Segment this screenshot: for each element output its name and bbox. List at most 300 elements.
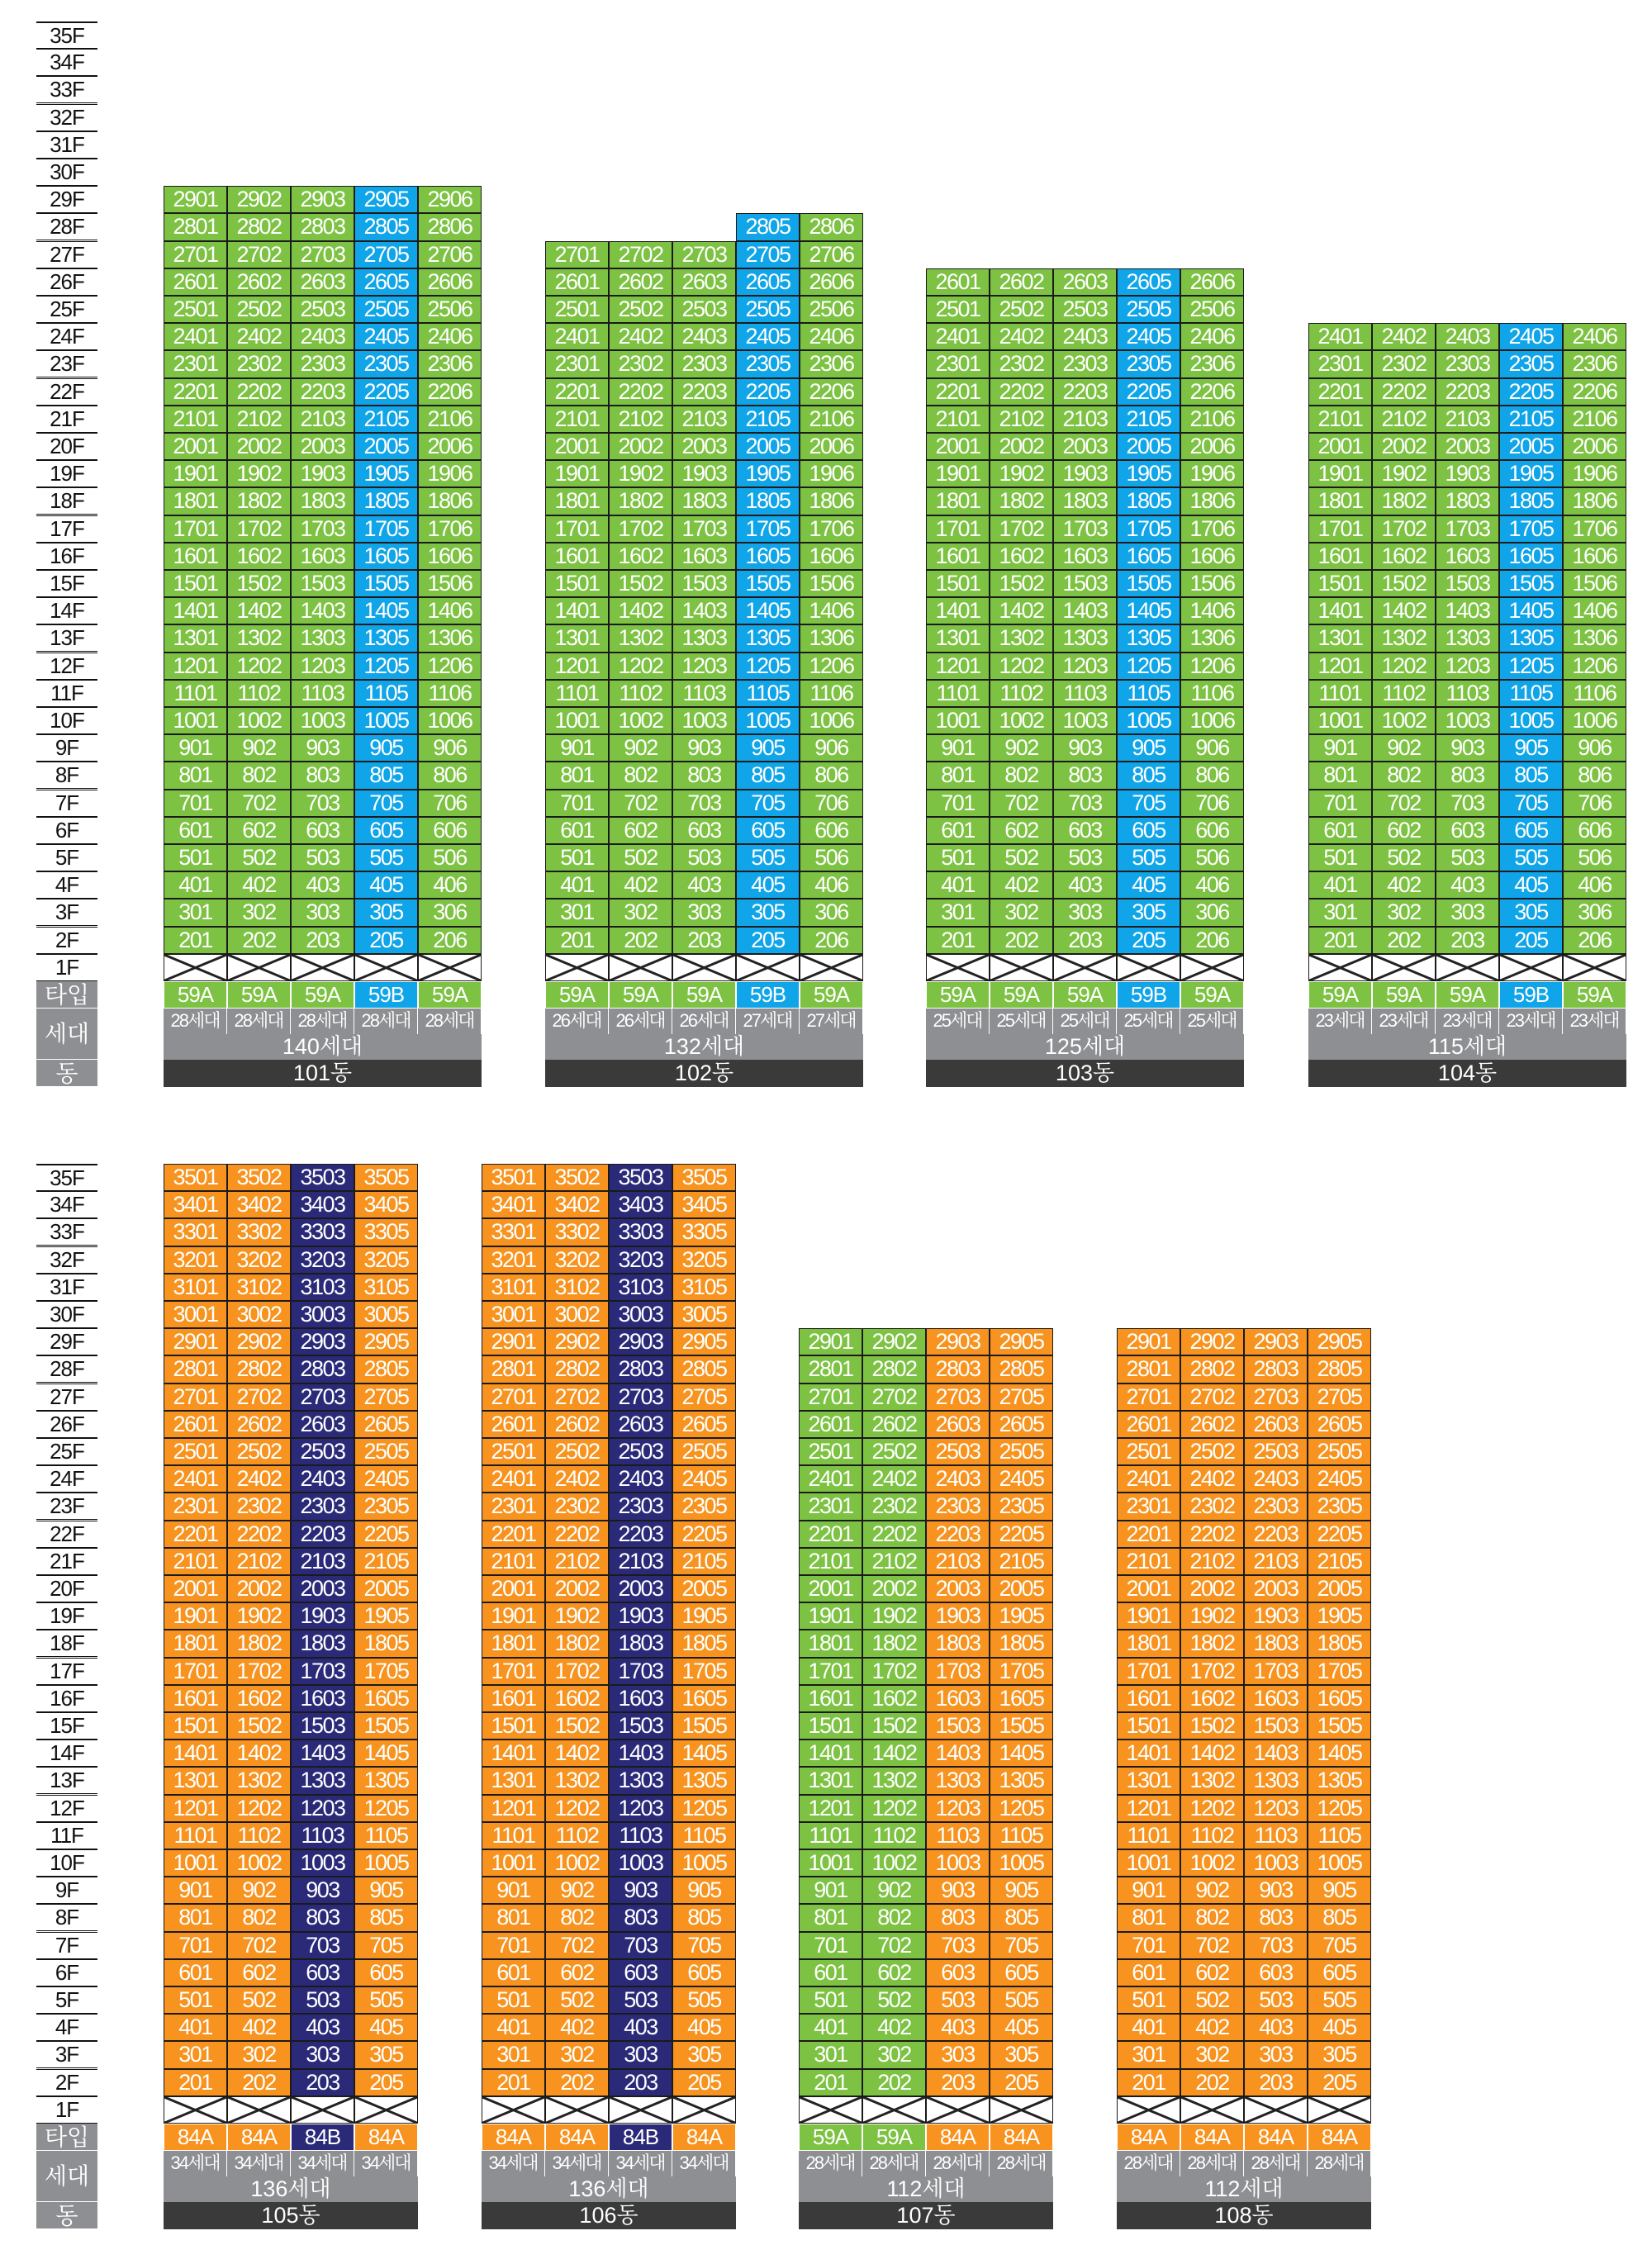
line-households-cell: 25세대 [1117,1009,1180,1034]
unit-cell: 1105 [1499,680,1563,707]
unit-cell: 1006 [800,707,863,734]
unit-cell: 2505 [1117,296,1180,323]
unit-cell: 1006 [418,707,482,734]
unit-cell: 3303 [291,1218,354,1246]
unit-cell: 701 [164,790,227,817]
floor-label: 1F [36,2096,97,2124]
unit-cell: 2002 [227,1575,291,1602]
unit-cell: 1606 [800,543,863,570]
floor-label: 16F [36,543,97,570]
unit-cell: 402 [609,871,672,899]
unit-cell: 1202 [609,653,672,680]
unit-cell: 1905 [354,460,418,487]
unit-cell: 1903 [1244,1602,1308,1630]
unit-type-cell: 84A [1308,2124,1371,2151]
unit-cell: 1302 [545,1767,609,1794]
unit-cell: 2601 [926,268,990,296]
unit-cell: 1503 [291,1712,354,1740]
unit-cell: 1405 [354,597,418,624]
unit-cell: 2506 [800,296,863,323]
unit-cell: 1806 [418,487,482,515]
building-total-households: 136세대 [164,2176,418,2203]
unit-cell: 1305 [1117,624,1180,652]
unit-cell: 1502 [1372,570,1436,597]
unit-cell: 2403 [1244,1465,1308,1493]
line-households-cell: 28세대 [1244,2151,1308,2176]
unit-cell: 303 [1244,2041,1308,2068]
unit-cell: 2202 [609,378,672,406]
unit-cell: 1101 [1308,680,1372,707]
unit-type-cell: 59B [1499,981,1563,1009]
pilotis-empty-cell [227,954,291,981]
unit-cell: 1105 [1308,1822,1371,1849]
unit-cell: 2303 [1053,350,1117,377]
unit-cell: 2903 [291,1328,354,1355]
unit-cell: 2402 [1372,323,1436,350]
unit-cell: 1303 [609,1767,672,1794]
building-name: 107동 [799,2202,1053,2229]
unit-cell: 1506 [800,570,863,597]
unit-cell: 2005 [354,433,418,460]
line-households-cell: 26세대 [609,1009,672,1034]
unit-cell: 2603 [926,1411,990,1438]
unit-cell: 701 [799,1932,862,1959]
unit-cell: 1603 [1053,543,1117,570]
unit-cell: 901 [545,734,609,762]
unit-cell: 602 [609,817,672,844]
unit-cell: 1902 [609,460,672,487]
unit-cell: 606 [1180,817,1244,844]
unit-cell: 1003 [926,1849,990,1877]
floor-label: 30F [36,159,97,186]
unit-cell: 901 [164,1877,227,1904]
unit-cell: 1305 [1499,624,1563,652]
unit-cell: 1001 [799,1849,862,1877]
unit-type-cell: 59B [736,981,800,1009]
unit-cell: 2001 [1308,433,1372,460]
unit-cell: 1201 [799,1795,862,1822]
unit-type-cell: 59A [1053,981,1117,1009]
floor-label: 9F [36,734,97,762]
unit-cell: 606 [418,817,482,844]
unit-cell: 1603 [291,543,354,570]
unit-cell: 305 [990,2041,1053,2068]
unit-cell: 1801 [1117,1630,1180,1657]
unit-cell: 1401 [1117,1740,1180,1767]
unit-cell: 2202 [1372,378,1436,406]
floor-label: 10F [36,1849,97,1877]
unit-cell: 2601 [1117,1411,1180,1438]
unit-cell: 902 [227,1877,291,1904]
unit-cell: 2605 [1308,1411,1371,1438]
unit-cell: 1203 [926,1795,990,1822]
unit-cell: 2702 [545,1384,609,1411]
unit-type-cell: 84A [1180,2124,1244,2151]
unit-cell: 1101 [545,680,609,707]
pilotis-empty-cell [164,2096,227,2124]
building-total-households: 136세대 [482,2176,736,2203]
unit-cell: 2702 [227,241,291,268]
unit-cell: 2302 [227,1493,291,1520]
unit-cell: 1202 [990,653,1053,680]
floor-label: 27F [36,1384,97,1411]
unit-cell: 2305 [1308,1493,1371,1520]
unit-cell: 2403 [1436,323,1499,350]
unit-cell: 1703 [1436,515,1499,543]
unit-cell: 1302 [227,624,291,652]
unit-cell: 603 [926,1959,990,1986]
unit-cell: 501 [926,844,990,871]
unit-cell: 901 [482,1877,545,1904]
unit-cell: 205 [1308,2069,1371,2096]
unit-cell: 1601 [164,543,227,570]
unit-cell: 1805 [354,1630,418,1657]
unit-cell: 2002 [227,433,291,460]
unit-type-cell: 59B [354,981,418,1009]
unit-cell: 1106 [800,680,863,707]
unit-cell: 2602 [862,1411,926,1438]
unit-cell: 902 [862,1877,926,1904]
unit-cell: 2006 [1180,433,1244,460]
unit-cell: 1502 [609,570,672,597]
floor-label: 27F [36,241,97,268]
unit-cell: 2403 [609,1465,672,1493]
unit-cell: 801 [164,1904,227,1931]
unit-cell: 603 [1436,817,1499,844]
unit-cell: 2802 [862,1355,926,1383]
unit-cell: 1102 [609,680,672,707]
unit-cell: 206 [1563,927,1626,954]
unit-cell: 1001 [1117,1849,1180,1877]
unit-cell: 1206 [800,653,863,680]
unit-cell: 2902 [227,1328,291,1355]
floor-label: 9F [36,1877,97,1904]
unit-cell: 201 [1308,927,1372,954]
unit-cell: 2602 [1180,1411,1244,1438]
unit-cell: 2205 [354,378,418,406]
unit-cell: 1801 [545,487,609,515]
unit-cell: 1106 [1563,680,1626,707]
unit-cell: 1802 [1372,487,1436,515]
unit-type-cell: 84A [1117,2124,1180,2151]
unit-cell: 1405 [1308,1740,1371,1767]
unit-cell: 2102 [862,1548,926,1575]
unit-cell: 606 [800,817,863,844]
unit-cell: 402 [545,2014,609,2041]
unit-cell: 1102 [227,1822,291,1849]
unit-cell: 2305 [354,350,418,377]
unit-cell: 2202 [227,378,291,406]
unit-cell: 2905 [1308,1328,1371,1355]
floor-label: 33F [36,1218,97,1246]
floor-label: 8F [36,762,97,789]
floor-label: 28F [36,213,97,240]
unit-cell: 2505 [990,1438,1053,1465]
unit-cell: 902 [1180,1877,1244,1904]
unit-cell: 802 [990,762,1053,789]
floor-label: 13F [36,624,97,652]
unit-cell: 2101 [926,406,990,433]
pilotis-empty-cell [164,954,227,981]
unit-cell: 402 [1180,2014,1244,2041]
unit-cell: 202 [545,2069,609,2096]
unit-cell: 1703 [609,1658,672,1685]
line-households-cell: 34세대 [227,2151,291,2176]
unit-cell: 202 [1372,927,1436,954]
unit-cell: 401 [545,871,609,899]
unit-cell: 1101 [482,1822,545,1849]
unit-cell: 1301 [545,624,609,652]
unit-cell: 2206 [1180,378,1244,406]
unit-cell: 3403 [609,1191,672,1218]
unit-cell: 2606 [418,268,482,296]
unit-cell: 3205 [354,1246,418,1274]
unit-cell: 1103 [672,680,736,707]
unit-cell: 505 [1308,1986,1371,2014]
pilotis-empty-cell [926,954,990,981]
unit-cell: 505 [736,844,800,871]
unit-cell: 1006 [1180,707,1244,734]
unit-cell: 3505 [672,1164,736,1191]
unit-cell: 2002 [609,433,672,460]
unit-cell: 2305 [1117,350,1180,377]
unit-cell: 2403 [672,323,736,350]
unit-cell: 1403 [609,1740,672,1767]
unit-cell: 402 [227,2014,291,2041]
unit-cell: 2205 [736,378,800,406]
floor-label: 32F [36,104,97,131]
unit-cell: 1601 [1117,1685,1180,1712]
unit-cell: 605 [354,817,418,844]
unit-cell: 1705 [672,1658,736,1685]
pilotis-empty-cell [1117,954,1180,981]
floor-label: 12F [36,1795,97,1822]
unit-cell: 1902 [227,460,291,487]
unit-cell: 2005 [1499,433,1563,460]
unit-cell: 703 [672,790,736,817]
unit-cell: 1902 [545,1602,609,1630]
unit-cell: 2401 [799,1465,862,1493]
unit-cell: 1201 [1117,1795,1180,1822]
unit-cell: 2003 [1053,433,1117,460]
unit-cell: 1206 [1563,653,1626,680]
unit-cell: 2605 [736,268,800,296]
unit-cell: 1502 [545,1712,609,1740]
unit-cell: 2506 [418,296,482,323]
unit-cell: 2406 [418,323,482,350]
unit-cell: 2003 [291,1575,354,1602]
unit-cell: 2602 [227,268,291,296]
unit-cell: 1301 [164,624,227,652]
unit-cell: 202 [609,927,672,954]
unit-cell: 2305 [990,1493,1053,1520]
unit-cell: 1503 [609,1712,672,1740]
unit-cell: 2005 [354,1575,418,1602]
line-households-cell: 26세대 [672,1009,736,1034]
unit-cell: 205 [1117,927,1180,954]
unit-cell: 1405 [736,597,800,624]
unit-cell: 706 [800,790,863,817]
unit-cell: 1302 [1372,624,1436,652]
unit-cell: 2801 [799,1355,862,1383]
unit-cell: 505 [672,1986,736,2014]
unit-cell: 2506 [1180,296,1244,323]
unit-cell: 902 [545,1877,609,1904]
unit-cell: 2605 [354,268,418,296]
unit-cell: 2602 [609,268,672,296]
line-households-cell: 28세대 [1308,2151,1371,2176]
unit-cell: 2801 [482,1355,545,1383]
unit-cell: 801 [799,1904,862,1931]
unit-cell: 306 [418,899,482,926]
unit-cell: 2703 [926,1384,990,1411]
unit-cell: 2106 [1563,406,1626,433]
unit-cell: 2003 [1244,1575,1308,1602]
unit-cell: 2902 [545,1328,609,1355]
unit-cell: 2701 [482,1384,545,1411]
unit-cell: 1602 [545,1685,609,1712]
unit-cell: 1406 [1563,597,1626,624]
unit-cell: 1903 [1436,460,1499,487]
unit-cell: 906 [800,734,863,762]
unit-cell: 1901 [545,460,609,487]
unit-cell: 1506 [418,570,482,597]
unit-cell: 803 [291,1904,354,1931]
unit-cell: 2502 [227,296,291,323]
unit-cell: 2005 [672,1575,736,1602]
unit-cell: 905 [354,1877,418,1904]
unit-cell: 3405 [672,1191,736,1218]
line-households-cell: 23세대 [1436,1009,1499,1034]
unit-cell: 301 [545,899,609,926]
unit-cell: 1806 [1180,487,1244,515]
unit-cell: 202 [227,2069,291,2096]
unit-cell: 2102 [609,406,672,433]
unit-cell: 1405 [354,1740,418,1767]
unit-cell: 1902 [990,460,1053,487]
unit-cell: 1305 [736,624,800,652]
line-households-cell: 28세대 [799,2151,862,2176]
unit-cell: 2502 [990,296,1053,323]
unit-cell: 803 [1053,762,1117,789]
unit-cell: 3403 [291,1191,354,1218]
unit-cell: 402 [227,871,291,899]
unit-cell: 1105 [1117,680,1180,707]
floor-label: 5F [36,1986,97,2014]
unit-cell: 401 [164,2014,227,2041]
unit-cell: 1701 [164,1658,227,1685]
unit-cell: 1903 [1053,460,1117,487]
households-row-header: 세대 [36,2151,97,2201]
unit-cell: 2101 [545,406,609,433]
unit-cell: 503 [672,844,736,871]
unit-cell: 1001 [164,1849,227,1877]
unit-cell: 206 [800,927,863,954]
unit-cell: 2401 [545,323,609,350]
unit-cell: 1305 [354,624,418,652]
floor-label: 13F [36,1767,97,1794]
unit-cell: 1005 [1117,707,1180,734]
floor-label: 2F [36,927,97,954]
unit-cell: 3001 [164,1301,227,1328]
line-households-cell: 34세대 [609,2151,672,2176]
unit-cell: 1206 [418,653,482,680]
unit-cell: 1203 [291,653,354,680]
unit-cell: 1805 [990,1630,1053,1657]
unit-cell: 702 [609,790,672,817]
unit-cell: 305 [736,899,800,926]
line-households-cell: 28세대 [1180,2151,1244,2176]
unit-cell: 1205 [1308,1795,1371,1822]
line-households-cell: 34세대 [672,2151,736,2176]
pilotis-empty-cell [227,2096,291,2124]
unit-cell: 2201 [545,378,609,406]
unit-cell: 906 [418,734,482,762]
unit-cell: 801 [1308,762,1372,789]
unit-cell: 1201 [926,653,990,680]
unit-cell: 2202 [545,1521,609,1548]
unit-type-cell: 59A [672,981,736,1009]
unit-cell: 1605 [736,543,800,570]
unit-cell: 2106 [418,406,482,433]
unit-cell: 1801 [1308,487,1372,515]
unit-cell: 1401 [799,1740,862,1767]
floor-label: 8F [36,1904,97,1931]
unit-cell: 1001 [164,707,227,734]
unit-cell: 1202 [227,1795,291,1822]
unit-cell: 1703 [926,1658,990,1685]
unit-cell: 1003 [672,707,736,734]
unit-cell: 1803 [609,1630,672,1657]
unit-cell: 1401 [545,597,609,624]
unit-cell: 2402 [227,1465,291,1493]
unit-cell: 2306 [1563,350,1626,377]
unit-cell: 1205 [736,653,800,680]
unit-cell: 703 [926,1932,990,1959]
unit-cell: 2103 [926,1548,990,1575]
unit-cell: 1001 [1308,707,1372,734]
unit-cell: 1601 [164,1685,227,1712]
unit-cell: 2903 [609,1328,672,1355]
unit-cell: 3002 [227,1301,291,1328]
unit-cell: 1602 [1180,1685,1244,1712]
unit-cell: 1701 [164,515,227,543]
unit-cell: 3203 [609,1246,672,1274]
pilotis-empty-cell [862,2096,926,2124]
unit-cell: 2203 [291,378,354,406]
unit-cell: 1702 [862,1658,926,1685]
line-households-cell: 28세대 [227,1009,291,1034]
unit-cell: 1201 [164,1795,227,1822]
unit-cell: 2501 [482,1438,545,1465]
unit-cell: 602 [545,1959,609,1986]
unit-cell: 1403 [1053,597,1117,624]
unit-cell: 701 [1308,790,1372,817]
unit-cell: 2802 [545,1355,609,1383]
unit-cell: 1802 [227,1630,291,1657]
unit-cell: 1906 [418,460,482,487]
unit-cell: 1405 [672,1740,736,1767]
unit-cell: 503 [1436,844,1499,871]
unit-cell: 1005 [354,707,418,734]
unit-cell: 902 [990,734,1053,762]
unit-cell: 2006 [1563,433,1626,460]
unit-cell: 2006 [418,433,482,460]
unit-cell: 1102 [1180,1822,1244,1849]
unit-cell: 203 [926,2069,990,2096]
unit-cell: 702 [1180,1932,1244,1959]
unit-cell: 602 [1180,1959,1244,1986]
